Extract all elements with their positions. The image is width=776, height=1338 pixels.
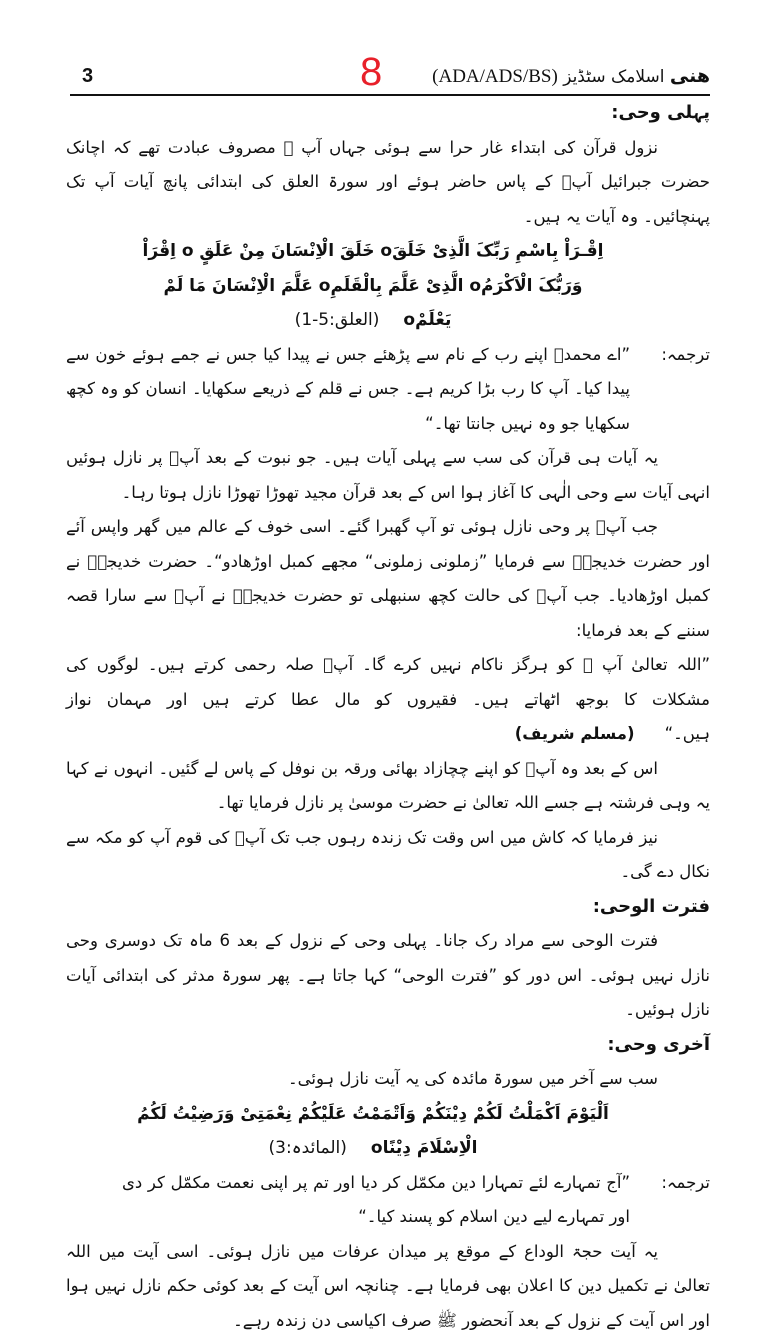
book-code: (ADA/ADS/BS): [432, 66, 558, 87]
ayah-reference: (العلق:5-1): [295, 310, 380, 330]
quote: [66, 648, 710, 752]
translation: [66, 1166, 710, 1235]
ayah: [126, 234, 620, 338]
paragraph: نزول قرآن کی ابتداء غار حرا سے ہوئی جہاں آپ ﷺ مصروف عبادت تھے کہ اچانک حضرت جبرائیل آپؐ کے پاس حاضر ہوئے اور سورۃ العلق کی ابتدائی پانچ آیات آپ تک پہنچائیں۔ وہ آیات یہ ہیں۔: [66, 131, 710, 235]
quote-source: (مسلم شریف): [515, 724, 635, 743]
paragraph: یہ آیت حجۃ الوداع کے موقع پر میدان عرفات میں نازل ہوئی۔ اسی آیت میں اللہ تعالیٰ نے تکمیل دین کا اعلان بھی فرمایا ہے۔ چنانچہ اس آیت کے بعد کوئی حکم نازل نہیں ہوا اور اس آیت کے نزول کے بعد آنحضور ﷺ صرف اکیاسی دن زندہ رہے۔: [66, 1235, 710, 1338]
ayah-text: اِقْـرَاْ بِاسْمِ رَبِّکَ الَّذِیْ خَلَقَo خَلَقَ الْاِنْسَانَ مِنْ عَلَقٍ o اِقْرَاْ وَرَبُّکَ الْاَکْرَمُo الَّذِیْ عَلَّمَ بِالْقَلَمِo عَلَّمَ الْاِنْسَانَ مَا لَمْ یَعْلَمْo: [143, 241, 604, 330]
paragraph: یہ آیات ہی قرآن کی سب سے پہلی آیات ہیں۔ جو نبوت کے بعد آپؐ پر نازل ہوئیں انہی آیات سے وحی الٰہی کا آغاز ہوا اس کے بعد قرآن مجید تھوڑا تھوڑا نازل ہوتا رہا۔: [66, 441, 710, 510]
translation-text: ”اے محمدؐ اپنے رب کے نام سے پڑھئے جس نے پیدا کیا جس نے جمے ہوئے خون سے پیدا کیا۔ آپ کا رب بڑا کریم ہے۔ جس نے قلم کے ذریعے سکھایا۔ انسان کو وہ کچھ سکھایا جو وہ نہیں جانتا تھا۔“: [66, 338, 630, 442]
page-number: 3: [82, 65, 93, 88]
chapter-number: 8: [360, 50, 382, 94]
ayah: [126, 1097, 620, 1166]
book-title: [432, 65, 710, 88]
translation-label: ترجمہ:: [630, 338, 710, 442]
translation-text: ”آج تمہارے لئے تمہارا دین مکمّل کر دیا اور تم پر اپنی نعمت مکمّل کر دی اور تمہارے لیے دین اسلام کو پسند کیا۔“: [122, 1166, 630, 1235]
heading-last-wahi: آخری وحی:: [66, 1028, 710, 1063]
quote-text: ”اللہ تعالیٰ آپ ﷺ کو ہرگز ناکام نہیں کرے گا۔ آپؐ صلہ رحمی کرتے ہیں۔ لوگوں کی مشکلات کا بوجھ اٹھاتے ہیں۔ فقیروں کو مال عطا کرتے ہیں اور مہمان نواز ہیں۔“: [66, 655, 710, 743]
heading-fatrat-al-wahi: فترت الوحی:: [66, 890, 710, 925]
heading-first-wahi: پہلی وحی:: [66, 96, 710, 131]
ayah-text: اَلْیَوْمَ اَکْمَلْتُ لَکُمْ دِیْنَکُمْ وَاَتْمَمْتُ عَلَیْکُمْ نِعْمَتِیْ وَرَضِیْتُ لَکُمُ الْاِسْلَامَ دِیْنًاo: [137, 1104, 609, 1159]
paragraph: نیز فرمایا کہ کاش میں اس وقت تک زندہ رہوں جب تک آپؐ کی قوم آپ کو مکہ سے نکال دے گی۔: [66, 821, 710, 890]
ayah-reference: (المائدہ:3): [269, 1138, 347, 1158]
book-title-brand: ھنی: [670, 65, 710, 87]
translation: [66, 338, 710, 442]
paragraph: جب آپؐ پر وحی نازل ہوئی تو آپ گھبرا گئے۔ اسی خوف کے عالم میں گھر واپس آئے اور حضرت خدیجہؓ سے فرمایا ”زملونی زملونی“ مجھے کمبل اوڑھادو“۔ حضرت خدیجہؓ نے کمبل اوڑھادیا۔ جب آپؐ کی حالت کچھ سنبھلی تو حضرت خدیجہؓ نے آپؐ سے سارا قصہ سننے کے بعد فرمایا:: [66, 510, 710, 648]
paragraph: سب سے آخر میں سورۃ مائدہ کی یہ آیت نازل ہوئی۔: [66, 1062, 710, 1097]
book-title-text: اسلامک سٹڈیز: [563, 67, 664, 87]
paragraph: فترت الوحی سے مراد رک جانا۔ پہلی وحی کے نزول کے بعد 6 ماہ تک دوسری وحی نازل نہیں ہوئی۔ اس دور کو ”فترت الوحی“ کہا جاتا ہے۔ پھر سورۃ مدثر کی ابتدائی آیات نازل ہوئیں۔: [66, 924, 710, 1028]
paragraph: اس کے بعد وہ آپؐ کو اپنے چچازاد بھائی ورقہ بن نوفل کے پاس لے گئیں۔ انہوں نے کہا یہ وہی فرشتہ ہے جسے اللہ تعالیٰ نے حضرت موسیٰ پر نازل فرمایا تھا۔: [66, 752, 710, 821]
page-content: [66, 96, 710, 1338]
page-header: [70, 48, 710, 96]
translation-label: ترجمہ:: [630, 1166, 710, 1235]
